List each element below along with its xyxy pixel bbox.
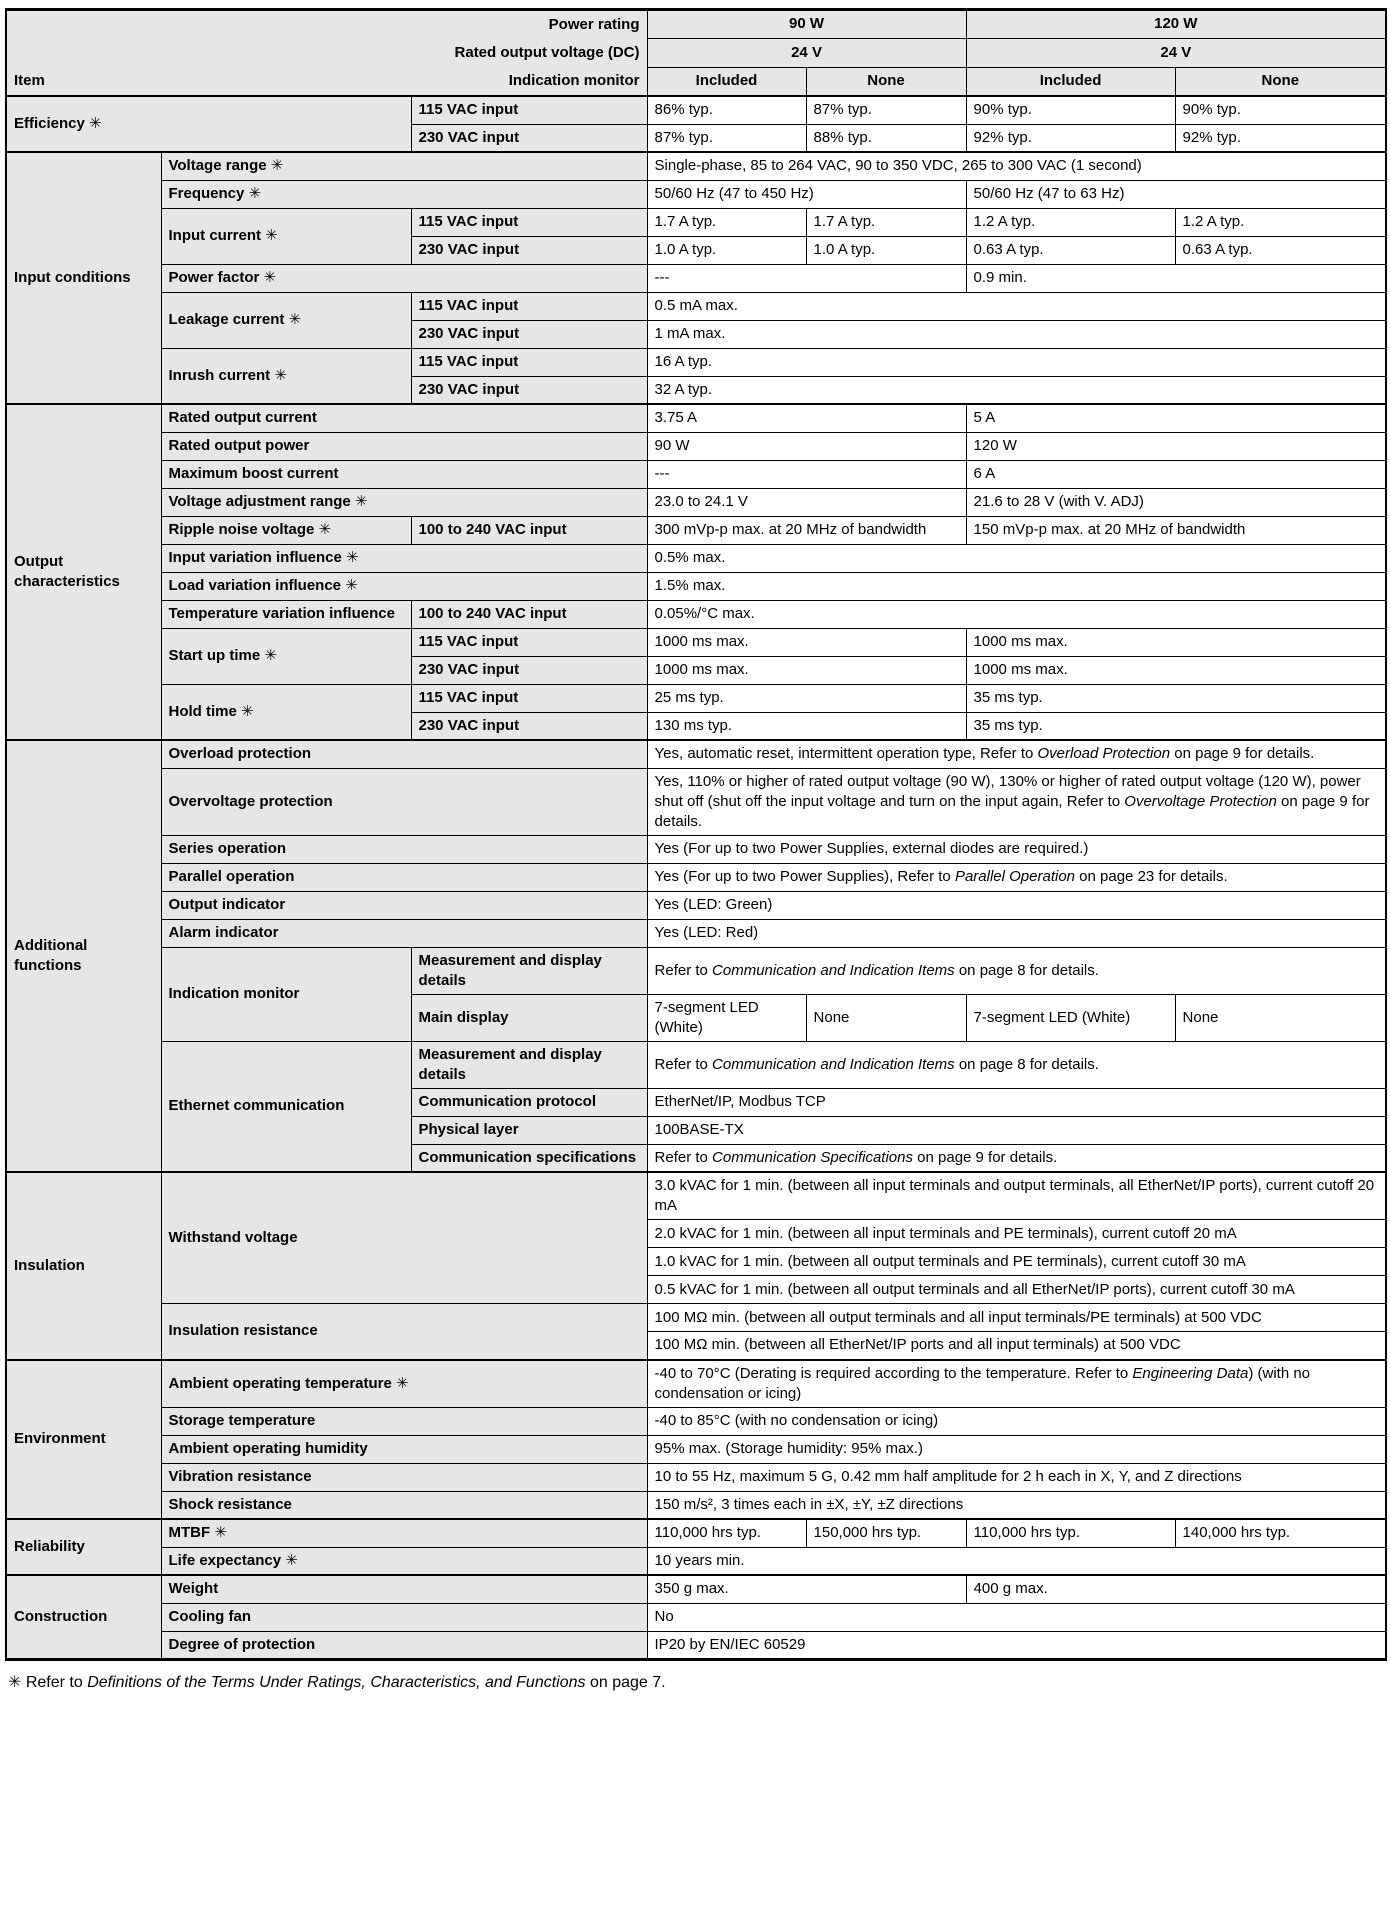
value-cell: 7-segment LED (White) bbox=[647, 994, 806, 1041]
row-sublabel: 115 VAC input bbox=[411, 348, 647, 376]
value-cell: 25 ms typ. bbox=[647, 684, 966, 712]
row-label: Input variation influence ✳ bbox=[161, 544, 647, 572]
row-sublabel: 230 VAC input bbox=[411, 236, 647, 264]
value-cell: 23.0 to 24.1 V bbox=[647, 488, 966, 516]
row-label: Load variation influence ✳ bbox=[161, 572, 647, 600]
value-cell: 10 years min. bbox=[647, 1547, 1386, 1575]
row-parallel-operation bbox=[6, 863, 1386, 891]
row-label: Maximum boost current bbox=[161, 460, 647, 488]
value-cell: None bbox=[806, 994, 966, 1041]
value-cell: -40 to 85°C (with no condensation or icing) bbox=[647, 1407, 1386, 1435]
value-cell: 50/60 Hz (47 to 63 Hz) bbox=[966, 180, 1386, 208]
row-label: Overvoltage protection bbox=[161, 768, 647, 835]
row-withstand-1 bbox=[6, 1172, 1386, 1220]
header-label-cell bbox=[6, 10, 647, 97]
value-cell: 1.7 A typ. bbox=[806, 208, 966, 236]
value-cell: 90% typ. bbox=[1175, 96, 1386, 124]
value-cell: 10 to 55 Hz, maximum 5 G, 0.42 mm half amplitude for 2 h each in X, Y, and Z directions bbox=[647, 1463, 1386, 1491]
value-cell: No bbox=[647, 1603, 1386, 1631]
value-cell: 3.0 kVAC for 1 min. (between all input terminals and output terminals, all EtherNet/IP ports), current cutoff 20 mA bbox=[647, 1172, 1386, 1220]
value-cell: 300 mVp-p max. at 20 MHz of bandwidth bbox=[647, 516, 966, 544]
row-input-variation bbox=[6, 544, 1386, 572]
value-cell: 350 g max. bbox=[647, 1575, 966, 1603]
value-cell: 140,000 hrs typ. bbox=[1175, 1519, 1386, 1547]
value-cell: 1 mA max. bbox=[647, 320, 1386, 348]
row-label: Voltage range ✳ bbox=[161, 152, 647, 180]
row-label: MTBF ✳ bbox=[161, 1519, 647, 1547]
row-sublabel: 230 VAC input bbox=[411, 712, 647, 740]
value-cell: 150 m/s², 3 times each in ±X, ±Y, ±Z directions bbox=[647, 1491, 1386, 1519]
value-cell: 16 A typ. bbox=[647, 348, 1386, 376]
rated-output-voltage-label: Rated output voltage (DC) bbox=[454, 44, 640, 61]
row-ripple-noise bbox=[6, 516, 1386, 544]
row-load-variation bbox=[6, 572, 1386, 600]
row-label: Power factor ✳ bbox=[161, 264, 647, 292]
value-cell: 130 ms typ. bbox=[647, 712, 966, 740]
value-cell: IP20 by EN/IEC 60529 bbox=[647, 1631, 1386, 1659]
value-cell: Yes (LED: Green) bbox=[647, 891, 1386, 919]
row-indication-monitor-measurement bbox=[6, 947, 1386, 994]
value-cell: 1.2 A typ. bbox=[1175, 208, 1386, 236]
value-cell: 1000 ms max. bbox=[647, 628, 966, 656]
row-label: Frequency ✳ bbox=[161, 180, 647, 208]
col-header-power-120w: 120 W bbox=[966, 10, 1386, 39]
value-cell: EtherNet/IP, Modbus TCP bbox=[647, 1088, 1386, 1116]
value-cell: Yes (LED: Red) bbox=[647, 919, 1386, 947]
row-voltage-range bbox=[6, 152, 1386, 180]
row-vibration-resistance bbox=[6, 1463, 1386, 1491]
value-cell: Single-phase, 85 to 264 VAC, 90 to 350 VDC, 265 to 300 VAC (1 second) bbox=[647, 152, 1386, 180]
value-cell: Yes (For up to two Power Supplies, external diodes are required.) bbox=[647, 835, 1386, 863]
value-cell: Refer to Communication and Indication Items on page 8 for details. bbox=[647, 947, 1386, 994]
value-cell: -40 to 70°C (Derating is required according to the temperature. Refer to Engineering Data) (with no condensation or icing) bbox=[647, 1360, 1386, 1408]
value-cell: 86% typ. bbox=[647, 96, 806, 124]
row-startup-115 bbox=[6, 628, 1386, 656]
row-sublabel: 115 VAC input bbox=[411, 684, 647, 712]
row-alarm-indicator bbox=[6, 919, 1386, 947]
row-sublabel: 230 VAC input bbox=[411, 320, 647, 348]
value-cell: 100BASE-TX bbox=[647, 1116, 1386, 1144]
col-header-voltage-90w: 24 V bbox=[647, 38, 966, 67]
row-label: Ethernet communication bbox=[161, 1041, 411, 1172]
row-sublabel: 100 to 240 VAC input bbox=[411, 516, 647, 544]
value-cell: 87% typ. bbox=[647, 124, 806, 152]
row-label: Cooling fan bbox=[161, 1603, 647, 1631]
value-cell: 400 g max. bbox=[966, 1575, 1386, 1603]
value-cell: 1.0 A typ. bbox=[806, 236, 966, 264]
value-cell: 1.0 A typ. bbox=[647, 236, 806, 264]
value-cell: 90% typ. bbox=[966, 96, 1175, 124]
value-cell: 21.6 to 28 V (with V. ADJ) bbox=[966, 488, 1386, 516]
value-cell: 87% typ. bbox=[806, 96, 966, 124]
row-hold-115 bbox=[6, 684, 1386, 712]
row-sublabel: Main display bbox=[411, 994, 647, 1041]
item-label: Item bbox=[14, 72, 45, 89]
value-cell: Yes (For up to two Power Supplies), Refer to Parallel Operation on page 23 for details. bbox=[647, 863, 1386, 891]
row-label: Parallel operation bbox=[161, 863, 647, 891]
col-header-monitor-3: Included bbox=[966, 67, 1175, 96]
value-cell: 1.7 A typ. bbox=[647, 208, 806, 236]
value-cell: Yes, automatic reset, intermittent operation type, Refer to Overload Protection on page 9 for details. bbox=[647, 740, 1386, 768]
row-label: Indication monitor bbox=[161, 947, 411, 1041]
value-cell: --- bbox=[647, 264, 966, 292]
row-label: Ambient operating humidity bbox=[161, 1435, 647, 1463]
value-cell: 1.2 A typ. bbox=[966, 208, 1175, 236]
row-temperature-variation bbox=[6, 600, 1386, 628]
value-cell: 0.5% max. bbox=[647, 544, 1386, 572]
value-cell: Refer to Communication Specifications on page 9 for details. bbox=[647, 1144, 1386, 1172]
row-sublabel: Communication specifications bbox=[411, 1144, 647, 1172]
row-maximum-boost-current bbox=[6, 460, 1386, 488]
value-cell: 1.0 kVAC for 1 min. (between all output terminals and PE terminals), current cutoff 30 mA bbox=[647, 1248, 1386, 1276]
col-header-monitor-4: None bbox=[1175, 67, 1386, 96]
row-label: Vibration resistance bbox=[161, 1463, 647, 1491]
row-label: Withstand voltage bbox=[161, 1172, 647, 1304]
value-cell: 7-segment LED (White) bbox=[966, 994, 1175, 1041]
value-cell: None bbox=[1175, 994, 1386, 1041]
row-label: Ambient operating temperature ✳ bbox=[161, 1360, 647, 1408]
row-rated-output-current bbox=[6, 404, 1386, 432]
section-label: Construction bbox=[6, 1575, 161, 1659]
row-insulation-resistance-1 bbox=[6, 1304, 1386, 1332]
row-label: Inrush current ✳ bbox=[161, 348, 411, 404]
specifications-table bbox=[5, 8, 1387, 1661]
row-mtbf bbox=[6, 1519, 1386, 1547]
row-overload-protection bbox=[6, 740, 1386, 768]
row-storage-temperature bbox=[6, 1407, 1386, 1435]
section-label: Reliability bbox=[6, 1519, 161, 1575]
row-series-operation bbox=[6, 835, 1386, 863]
row-label: Leakage current ✳ bbox=[161, 292, 411, 348]
col-header-monitor-2: None bbox=[806, 67, 966, 96]
footnote: ✳ Refer to Definitions of the Terms Under Ratings, Characteristics, and Functions on page 7. bbox=[8, 1673, 666, 1691]
section-label: Input conditions bbox=[6, 152, 161, 404]
value-cell: Yes, 110% or higher of rated output voltage (90 W), 130% or higher of rated output voltage (120 W), power shut off (shut off the input voltage and turn on the input again, Refer to Overvoltage Protection on page 9 for details. bbox=[647, 768, 1386, 835]
value-cell: 92% typ. bbox=[1175, 124, 1386, 152]
row-label: Output indicator bbox=[161, 891, 647, 919]
row-label: Insulation resistance bbox=[161, 1304, 647, 1360]
value-cell: 0.5 kVAC for 1 min. (between all output terminals and all EtherNet/IP ports), current cutoff 30 mA bbox=[647, 1276, 1386, 1304]
value-cell: 35 ms typ. bbox=[966, 712, 1386, 740]
value-cell: 0.9 min. bbox=[966, 264, 1386, 292]
row-label: Overload protection bbox=[161, 740, 647, 768]
row-output-indicator bbox=[6, 891, 1386, 919]
value-cell: 0.63 A typ. bbox=[1175, 236, 1386, 264]
row-ambient-humidity bbox=[6, 1435, 1386, 1463]
value-cell: 1000 ms max. bbox=[966, 656, 1386, 684]
value-cell: 110,000 hrs typ. bbox=[966, 1519, 1175, 1547]
row-leakage-115 bbox=[6, 292, 1386, 320]
col-header-voltage-120w: 24 V bbox=[966, 38, 1386, 67]
indication-monitor-label: Indication monitor bbox=[508, 72, 640, 89]
col-header-monitor-1: Included bbox=[647, 67, 806, 96]
row-ethernet-measurement bbox=[6, 1041, 1386, 1088]
value-cell: 88% typ. bbox=[806, 124, 966, 152]
value-cell: 150 mVp-p max. at 20 MHz of bandwidth bbox=[966, 516, 1386, 544]
row-label: Series operation bbox=[161, 835, 647, 863]
row-label: Rated output current bbox=[161, 404, 647, 432]
row-label: Rated output power bbox=[161, 432, 647, 460]
row-label: Hold time ✳ bbox=[161, 684, 411, 740]
row-sublabel: 115 VAC input bbox=[411, 292, 647, 320]
value-cell: 2.0 kVAC for 1 min. (between all input terminals and PE terminals), current cutoff 20 mA bbox=[647, 1220, 1386, 1248]
row-header-power-rating bbox=[6, 10, 1386, 39]
value-cell: 95% max. (Storage humidity: 95% max.) bbox=[647, 1435, 1386, 1463]
value-cell: 0.05%/°C max. bbox=[647, 600, 1386, 628]
row-label: Life expectancy ✳ bbox=[161, 1547, 647, 1575]
row-sublabel: Communication protocol bbox=[411, 1088, 647, 1116]
value-cell: 150,000 hrs typ. bbox=[806, 1519, 966, 1547]
row-power-factor bbox=[6, 264, 1386, 292]
power-rating-label: Power rating bbox=[548, 16, 640, 33]
row-sublabel: 230 VAC input bbox=[411, 124, 647, 152]
row-label: Alarm indicator bbox=[161, 919, 647, 947]
value-cell: 3.75 A bbox=[647, 404, 966, 432]
row-sublabel: Physical layer bbox=[411, 1116, 647, 1144]
row-sublabel: 230 VAC input bbox=[411, 376, 647, 404]
row-cooling-fan bbox=[6, 1603, 1386, 1631]
row-sublabel: 115 VAC input bbox=[411, 208, 647, 236]
row-sublabel: 115 VAC input bbox=[411, 96, 647, 124]
value-cell: 0.5 mA max. bbox=[647, 292, 1386, 320]
row-input-current-115 bbox=[6, 208, 1386, 236]
value-cell: 1.5% max. bbox=[647, 572, 1386, 600]
row-frequency bbox=[6, 180, 1386, 208]
value-cell: 100 MΩ min. (between all EtherNet/IP ports and all input terminals) at 500 VDC bbox=[647, 1332, 1386, 1360]
value-cell: 0.63 A typ. bbox=[966, 236, 1175, 264]
value-cell: 1000 ms max. bbox=[966, 628, 1386, 656]
row-sublabel: 100 to 240 VAC input bbox=[411, 600, 647, 628]
value-cell: 90 W bbox=[647, 432, 966, 460]
value-cell: 110,000 hrs typ. bbox=[647, 1519, 806, 1547]
row-weight bbox=[6, 1575, 1386, 1603]
row-label: Start up time ✳ bbox=[161, 628, 411, 684]
row-sublabel: 230 VAC input bbox=[411, 656, 647, 684]
value-cell: 35 ms typ. bbox=[966, 684, 1386, 712]
section-label: Output characteristics bbox=[6, 404, 161, 740]
section-label: Efficiency ✳ bbox=[6, 96, 411, 152]
row-sublabel: Measurement and display details bbox=[411, 947, 647, 994]
value-cell: 120 W bbox=[966, 432, 1386, 460]
row-degree-of-protection bbox=[6, 1631, 1386, 1659]
row-label: Weight bbox=[161, 1575, 647, 1603]
row-rated-output-power bbox=[6, 432, 1386, 460]
row-ambient-temperature bbox=[6, 1360, 1386, 1408]
row-inrush-115 bbox=[6, 348, 1386, 376]
row-sublabel: 115 VAC input bbox=[411, 628, 647, 656]
value-cell: 5 A bbox=[966, 404, 1386, 432]
value-cell: --- bbox=[647, 460, 966, 488]
row-label: Temperature variation influence bbox=[161, 600, 411, 628]
value-cell: 92% typ. bbox=[966, 124, 1175, 152]
value-cell: 6 A bbox=[966, 460, 1386, 488]
value-cell: 1000 ms max. bbox=[647, 656, 966, 684]
row-life-expectancy bbox=[6, 1547, 1386, 1575]
value-cell: 100 MΩ min. (between all output terminals and all input terminals/PE terminals) at 500 VDC bbox=[647, 1304, 1386, 1332]
row-sublabel: Measurement and display details bbox=[411, 1041, 647, 1088]
value-cell: 50/60 Hz (47 to 450 Hz) bbox=[647, 180, 966, 208]
section-label: Additional functions bbox=[6, 740, 161, 1172]
row-label: Shock resistance bbox=[161, 1491, 647, 1519]
row-label: Input current ✳ bbox=[161, 208, 411, 264]
row-overvoltage-protection bbox=[6, 768, 1386, 835]
col-header-power-90w: 90 W bbox=[647, 10, 966, 39]
section-label: Insulation bbox=[6, 1172, 161, 1360]
row-shock-resistance bbox=[6, 1491, 1386, 1519]
row-label: Degree of protection bbox=[161, 1631, 647, 1659]
row-label: Storage temperature bbox=[161, 1407, 647, 1435]
row-efficiency-115 bbox=[6, 96, 1386, 124]
section-label: Environment bbox=[6, 1360, 161, 1520]
row-label: Ripple noise voltage ✳ bbox=[161, 516, 411, 544]
value-cell: 32 A typ. bbox=[647, 376, 1386, 404]
row-voltage-adjustment bbox=[6, 488, 1386, 516]
value-cell: Refer to Communication and Indication Items on page 8 for details. bbox=[647, 1041, 1386, 1088]
row-label: Voltage adjustment range ✳ bbox=[161, 488, 647, 516]
